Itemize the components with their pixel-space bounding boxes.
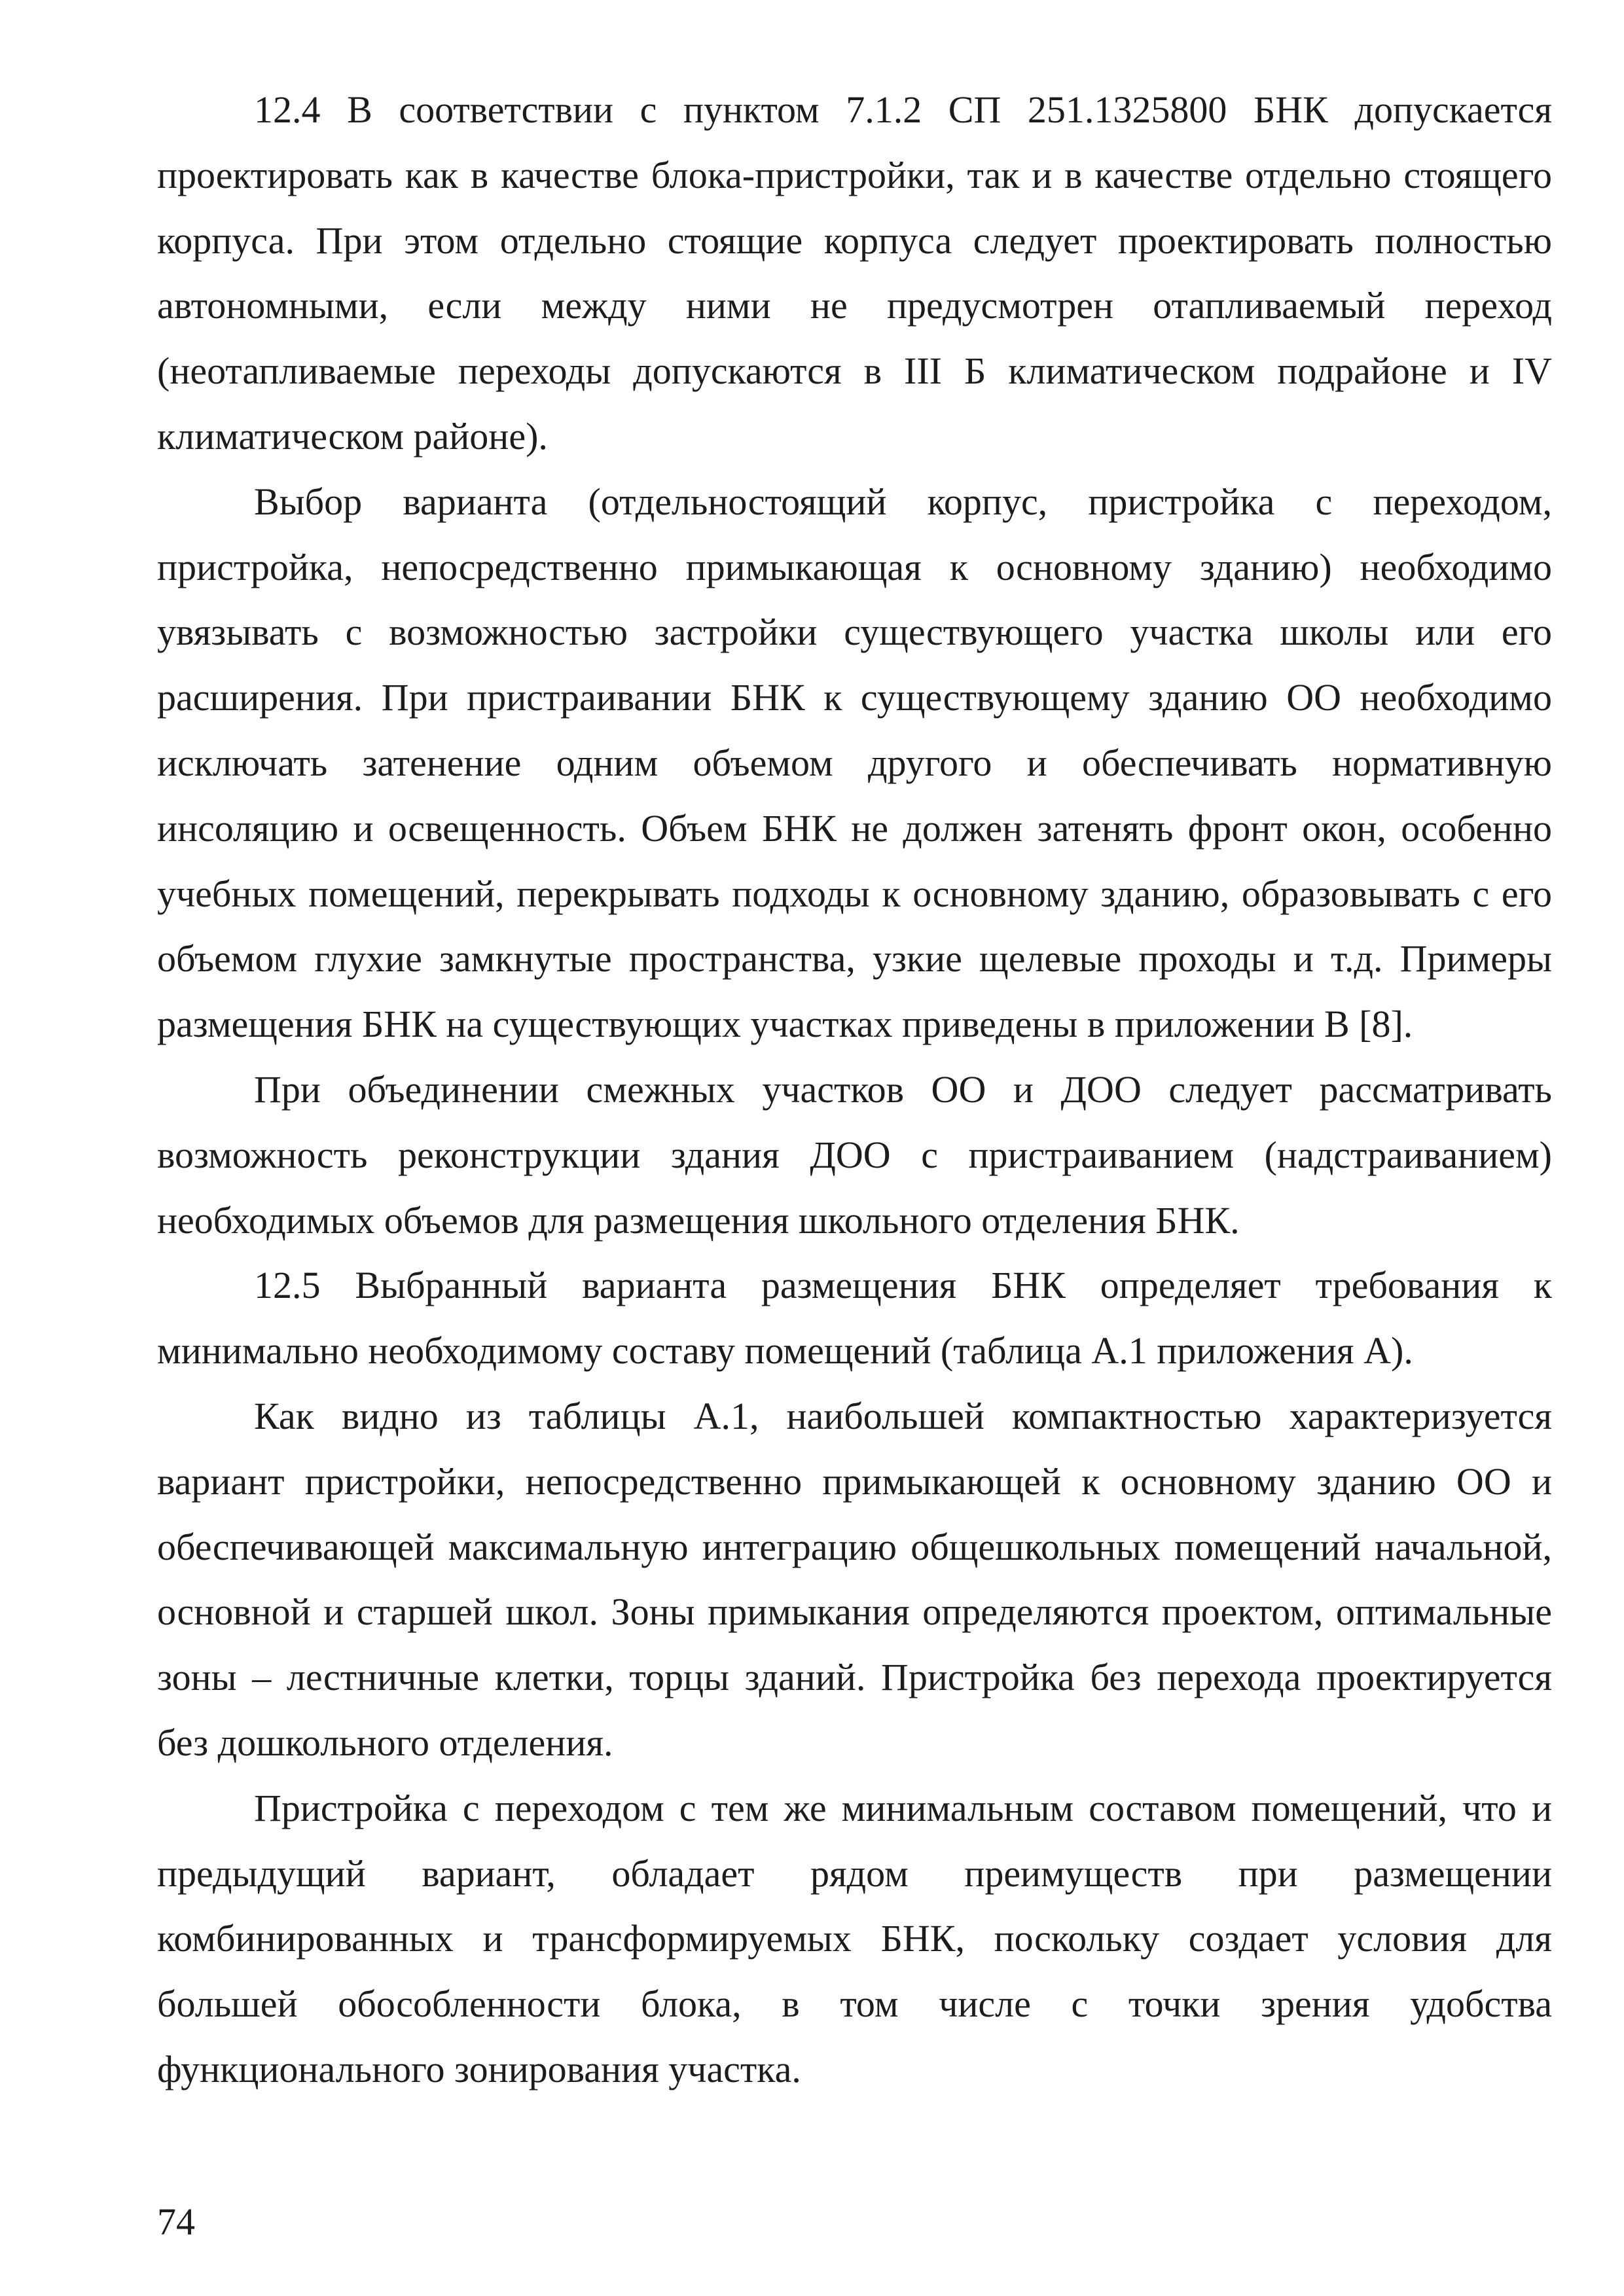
page-number: 74 [157,2200,195,2243]
paragraph-12-5: 12.5 Выбранный варианта размещения БНК определяет требования к минимально необходимому составу помещений (таблица А.1 приложения А). [157,1264,1552,1372]
paragraph-merging-plots: При объединении смежных участков ОО и ДОО следует рассматривать возможность реконструкции здания ДОО с пристраиванием (надстраиванием) необходимых объемов для размещения школьного отделения БНК. [157,1067,1552,1242]
paragraph-12-4: 12.4 В соответствии с пунктом 7.1.2 СП 251.1325800 БНК допускается проектировать как в качестве блока-пристройки, так и в качестве отдельно стоящего корпуса. При этом отдельно стоящие корпуса следует проектировать полностью автономными, если между ними не предусмотрен отапливаемый переход (неотапливаемые переходы допускаются в III Б климатическом подрайоне и IV климатическом районе). [157,88,1552,457]
paragraph-variant-choice: Выбор варианта (отдельностоящий корпус, пристройка с переходом, пристройка, непосредственно примыкающая к основному зданию) необходимо увязывать с возможностью застройки существующего участка школы или его расширения. При пристраивании БНК к существующему зданию ОО необходимо исключать затенение одним объемом другого и обеспечивать нормативную инсоляцию и освещенность. Объем БНК не должен затенять фронт окон, особенно учебных помещений, перекрывать подходы к основному зданию, образовывать с его объемом глухие замкнутые пространства, узкие щелевые проходы и т.д. Примеры размещения БНК на существующих участках приведены в приложении В [8]. [157,480,1552,1046]
document-page [157,77,1552,2102]
paragraph-annex-with-passage: Пристройка с переходом с тем же минимальным составом помещений, что и предыдущий вариант, обладает рядом преимуществ при размещении комбинированных и трансформируемых БНК, поскольку создает условия для большей обособленности блока, в том числе с точки зрения удобства функционального зонирования участка. [157,1786,1552,2090]
paragraph-table-a1: Как видно из таблицы А.1, наибольшей компактностью характеризуется вариант пристройки, непосредственно примыкающей к основному зданию ОО и обеспечивающей максимальную интеграцию общешкольных помещений начальной, основной и старшей школ. Зоны примыкания определяются проектом, оптимальные зоны – лестничные клетки, торцы зданий. Пристройка без перехода проектируется без дошкольного отделения. [157,1394,1552,1764]
